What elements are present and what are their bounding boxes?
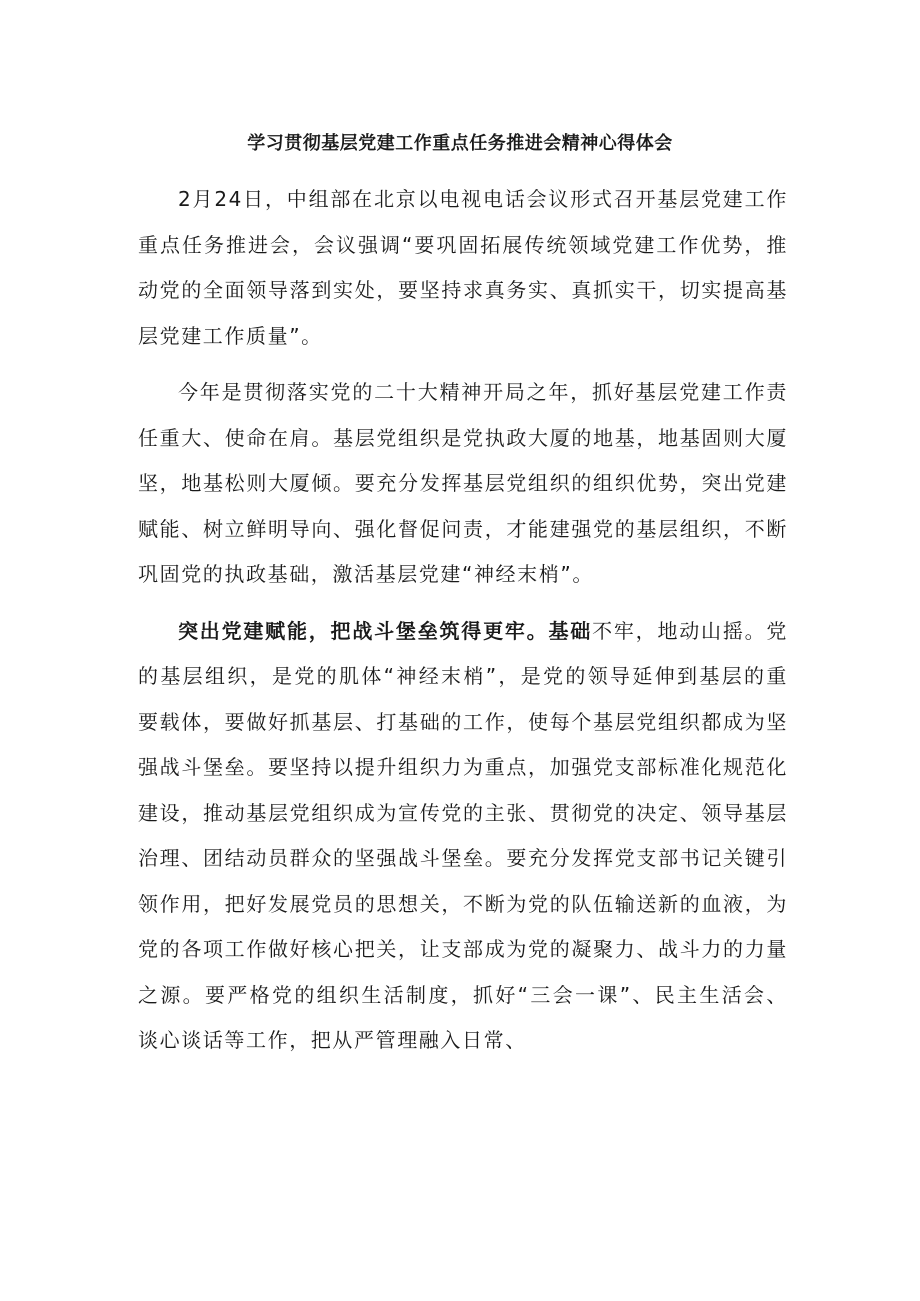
paragraph-3-lead: 突出党建赋能，把战斗堡垒筑得更牢。基础 bbox=[178, 618, 593, 643]
document-body bbox=[138, 177, 788, 1064]
paragraph-1: 2月24日，中组部在北京以电视电话会议形式召开基层党建工作重点任务推进会，会议强调“要巩固拓展传统领域党建工作优势，推动党的全面领导落到实处，要坚持求真务实、真抓实干，切实提高基层党建工作质量”。 bbox=[138, 187, 788, 348]
paragraph-3 bbox=[138, 609, 788, 1064]
document-title: 学习贯彻基层党建工作重点任务推进会精神心得体会 bbox=[247, 133, 673, 154]
paragraph-3-body: 不牢，地动山摇。党的基层组织，是党的肌体“神经末梢”，是党的领导延伸到基层的重要载体，要做好抓基层、打基础的工作，使每个基层党组织都成为坚强战斗堡垒。要坚持以提升组织力为重点，加强党支部标准化规范化建设，推动基层党组织成为宣传党的主张、贯彻党的决定、领导基层治理、团结动员群众的坚强战斗堡垒。要充分发挥党支部书记关键引领作用，把好发展党员的思想关，不断为党的队伍输送新的血液，为党的各项工作做好核心把关，让支部成为党的凝聚力、战斗力的力量之源。要严格党的组织生活制度，抓好“三会一课”、民主生活会、谈心谈话等工作，把从严管理融入日常、 bbox=[138, 618, 788, 1052]
paragraph-2: 今年是贯彻落实党的二十大精神开局之年，抓好基层党建工作责任重大、使命在肩。基层党组织是党执政大厦的地基，地基固则大厦坚，地基松则大厦倾。要充分发挥基层党组织的组织优势，突出党建赋能、树立鲜明导向、强化督促问责，才能建强党的基层组织，不断巩固党的执政基础，激活基层党建“神经末梢”。 bbox=[138, 380, 788, 586]
